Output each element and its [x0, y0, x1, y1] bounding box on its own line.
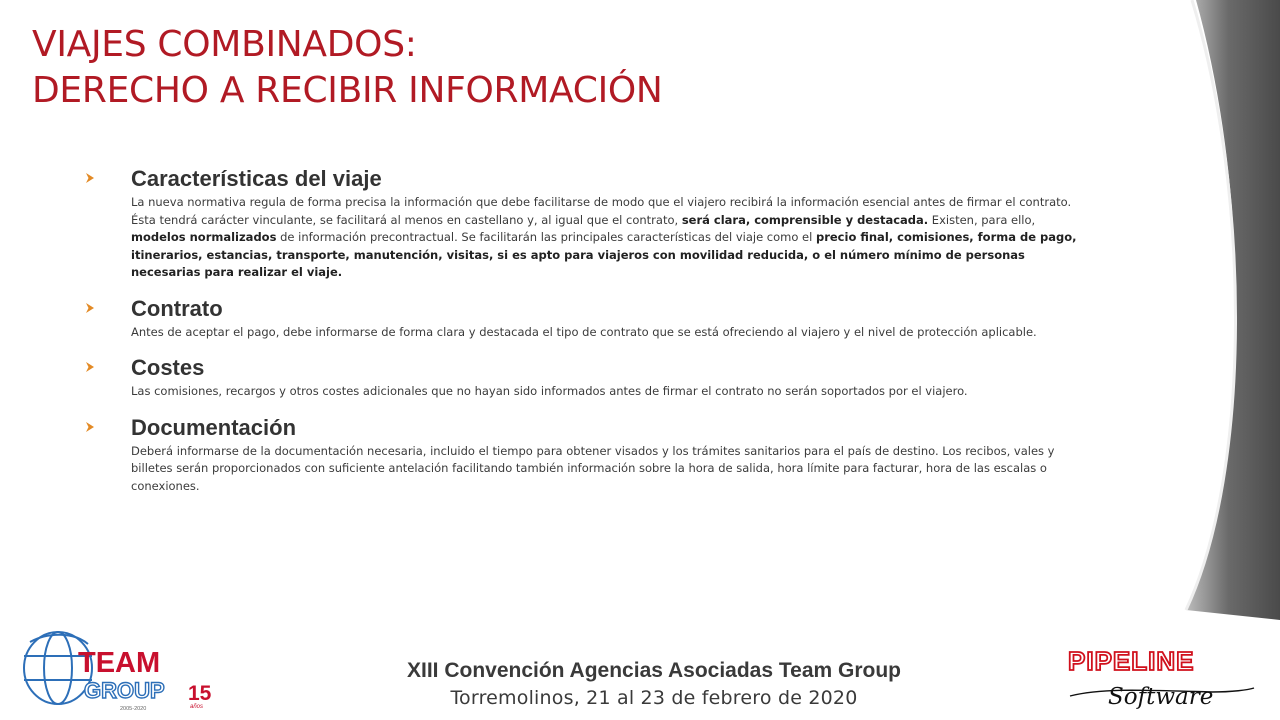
- content-sections: [84, 166, 1084, 509]
- section-body-text: Antes de aceptar el pago, debe informarse de forma clara y destacada el tipo de contrato que se está ofreciendo al viajero y el nivel de protección aplicable.: [131, 324, 1037, 339]
- section-body-text: Deberá informarse de la documentación necesaria, incluido el tiempo para obtener visados y los trámites sanitarios para el país de destino. Los recibos, vales y billetes serán proporcionados con suficiente antelación facilitando también información sobre la hora de salida, hora límite para facturar, hora de las escalas o conexiones.: [131, 443, 1055, 493]
- group-word: GROUP: [84, 678, 165, 703]
- content-section: [84, 415, 1084, 496]
- footer: [340, 658, 968, 712]
- footer-event-name: XIII Convención Agencias Asociadas Team Group: [406, 659, 901, 682]
- pipeline-software-logo: [1062, 640, 1262, 718]
- section-body-text: Las comisiones, recargos y otros costes adicionales que no hayan sido informados antes de firmar el contrato no serán soportados por el viajero.: [131, 384, 968, 398]
- section-body: [131, 194, 1084, 282]
- arrow-bullet-icon: [84, 421, 96, 433]
- arrow-bullet-icon: [84, 361, 96, 373]
- content-section: [84, 296, 1084, 342]
- footer-event-date: Torremolinos, 21 al 23 de febrero de 2020: [450, 687, 858, 709]
- section-body-bold-text: modelos normalizados: [131, 230, 277, 244]
- section-body-bold-text: precio final, comisiones, forma de pago, itinerarios, estancias, transporte, manutención, visitas, si es apto para viajeros con movilidad reducida, o el número mínimo de personas necesarias para realizar el viaje.: [131, 230, 1077, 279]
- decorative-swoosh: [1140, 0, 1280, 620]
- section-body: [131, 443, 1084, 496]
- arrow-bullet-icon: [84, 302, 96, 314]
- section-body-text: La nueva normativa regula de forma precisa la información que debe facilitarse de modo que el viajero recibirá la información esencial antes de firmar el contrato. Ésta tendrá carácter vinculante, se facilitará al menos en castellano y, al igual que el contrato,: [131, 195, 1072, 227]
- section-heading: Contrato: [131, 295, 223, 321]
- section-heading: Características del viaje: [131, 166, 382, 191]
- team-years: 2005-2020: [120, 706, 147, 712]
- team-group-logo: [18, 628, 218, 714]
- slide-title: [32, 22, 663, 114]
- section-body: [131, 383, 1084, 401]
- team-years-label: años: [190, 704, 204, 710]
- content-section: [84, 355, 1084, 401]
- section-body: [131, 324, 1084, 342]
- team-word: TEAM: [78, 647, 161, 679]
- section-body-bold-text: será clara, comprensible y destacada.: [681, 212, 929, 227]
- pipeline-word: PIPELINE: [1068, 646, 1195, 676]
- section-body-text: de información precontractual. Se facilitarán las principales características del viaje como el: [276, 230, 816, 244]
- arrow-bullet-icon: [84, 172, 96, 184]
- section-heading: Costes: [131, 355, 205, 380]
- slide-title-line1: VIAJES COMBINADOS:: [32, 24, 417, 65]
- content-section: [84, 166, 1084, 282]
- team-number: 15: [188, 682, 212, 705]
- slide-title-line2: DERECHO A RECIBIR INFORMACIÓN: [32, 70, 663, 111]
- pipeline-script-word: Software: [1108, 684, 1214, 710]
- section-heading: Documentación: [131, 414, 297, 440]
- section-body-text: Existen, para ello,: [928, 212, 1036, 227]
